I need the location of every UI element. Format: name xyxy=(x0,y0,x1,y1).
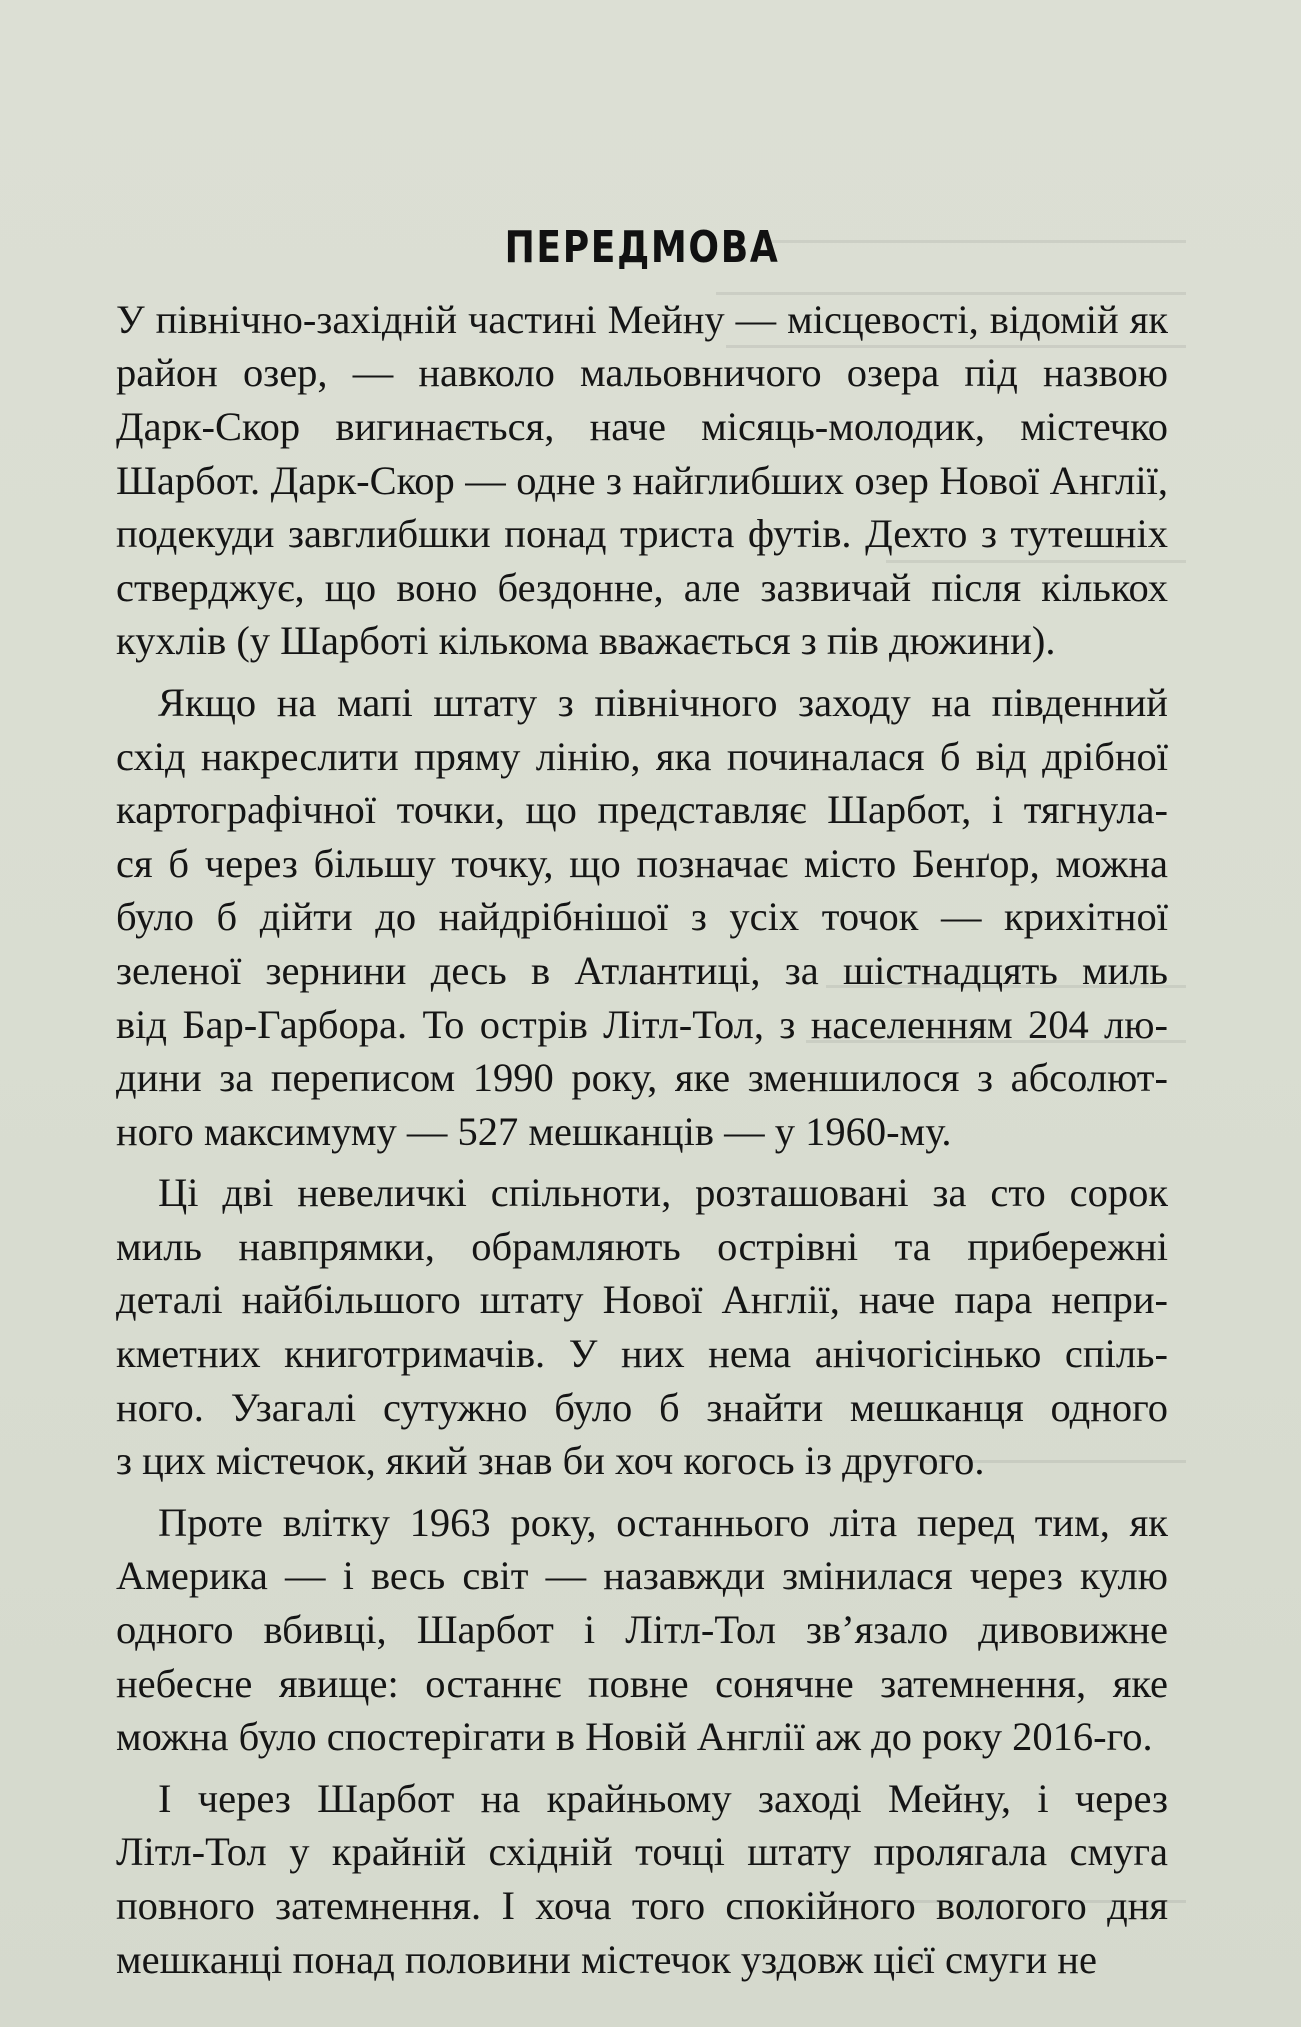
page-content xyxy=(116,200,1168,1994)
paragraph xyxy=(116,1166,1168,1488)
text-line: Ці дві невеличкі спільноти, розташовані за сто сорок xyxy=(158,1170,1168,1216)
paragraph xyxy=(116,293,1168,668)
text-line: картографічної точки, що представляє Шарбот, і тягнула- xyxy=(116,787,1168,833)
text-line: ного. Узагалі сутужно було б знайти мешканця одного xyxy=(116,1384,1168,1430)
text-line: мешканці понад половини містечок уздовж цієї смуги не xyxy=(116,1936,1097,1982)
text-line: ного максимуму — 527 мешканців — у 1960-му. xyxy=(116,1108,952,1154)
text-line: дини за переписом 1990 року, яке зменшилося з абсолют- xyxy=(116,1055,1168,1101)
text-line: миль навпрямки, обрамляють острівні та прибережні xyxy=(116,1223,1168,1269)
text-line: Америка — і весь світ — назавжди змінилася через кулю xyxy=(116,1553,1168,1599)
text-line: У північно-західній частині Мейну — місцевості, відомій як xyxy=(116,296,1168,342)
text-line: можна було спостерігати в Новій Англії аж до року 2016-го. xyxy=(116,1714,1153,1760)
text-line: район озер, — навколо мальовничого озера під назвою xyxy=(116,350,1168,396)
paragraph xyxy=(116,676,1168,1158)
text-line: І через Шарбот на крайньому заході Мейну, і через xyxy=(158,1775,1168,1821)
text-line: небесне явище: останнє повне сонячне затемнення, яке xyxy=(116,1660,1168,1706)
text-line: Шарбот. Дарк-Скор — одне з найглибших озер Нової Англії, xyxy=(116,457,1168,503)
text-line: зеленої зернини десь в Атлантиці, за шістнадцять миль xyxy=(116,947,1168,993)
text-line: схід накреслити пряму лінію, яка починалася б від дрібної xyxy=(116,733,1168,779)
text-line: було б дійти до найдрібнішої з усіх точок — крихітної xyxy=(116,894,1168,940)
text-line: кухлів (у Шарботі кількома вважається з пів дюжини). xyxy=(116,618,1056,664)
text-line: кметних книготримачів. У них нема анічогісінько спіль- xyxy=(116,1331,1168,1377)
text-line: повного затемнення. І хоча того спокійного вологого дня xyxy=(116,1883,1168,1929)
paragraph xyxy=(116,1772,1168,1986)
text-line: з цих містечок, який знав би хоч когось із другого. xyxy=(116,1438,985,1484)
text-line: Якщо на мапі штату з північного заходу на південний xyxy=(158,679,1168,725)
text-line: подекуди завглибшки понад триста футів. Дехто з тутешніх xyxy=(116,511,1168,557)
text-line: Проте влітку 1963 року, останнього літа перед тим, як xyxy=(158,1499,1168,1545)
text-line: Дарк-Скор вигинається, наче місяць-молодик, містечко xyxy=(116,403,1168,449)
text-line: Літл-Тол у крайній східній точці штату пролягала смуга xyxy=(116,1829,1168,1875)
text-line: від Бар-Гарбора. То острів Літл-Тол, з населенням 204 лю- xyxy=(116,1001,1168,1047)
paragraph xyxy=(116,1496,1168,1764)
text-line: ся б через більшу точку, що позначає місто Бенґор, можна xyxy=(116,840,1168,886)
chapter-title: ПЕРЕДМОВА xyxy=(504,222,780,273)
text-line: одного вбивці, Шарбот і Літл-Тол зв’язало дивовижне xyxy=(116,1607,1168,1653)
text-line: деталі найбільшого штату Нової Англії, наче пара непри- xyxy=(116,1277,1168,1323)
text-body xyxy=(116,293,1168,1986)
text-line: стверджує, що воно бездонне, але зазвичай після кількох xyxy=(116,564,1168,610)
